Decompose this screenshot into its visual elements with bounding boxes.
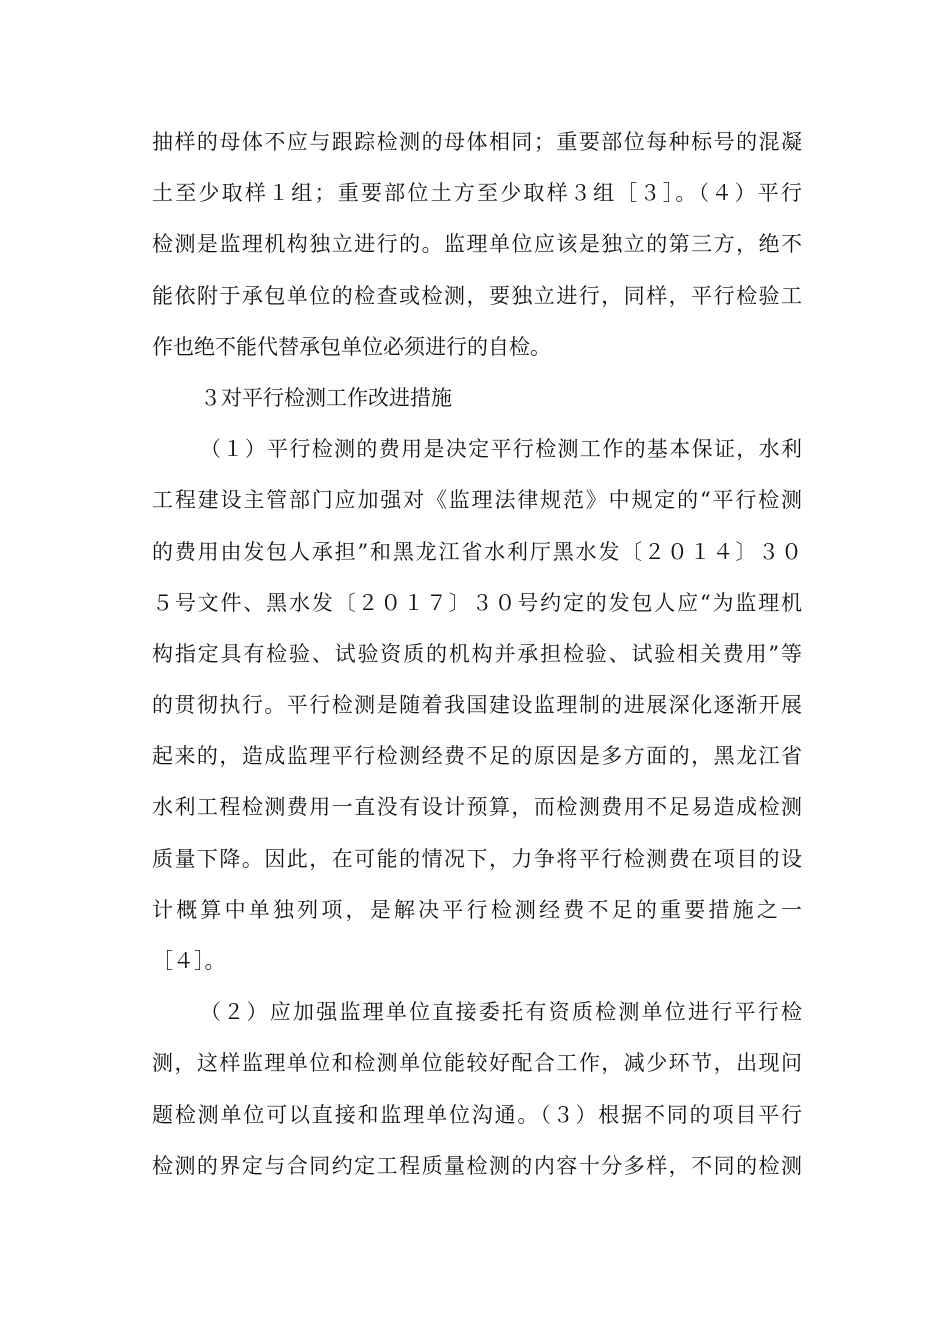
- text-line: 作也绝不能代替承包单位必须进行的自检。: [152, 334, 551, 359]
- text-line: 的费用由发包人承担”和黑龙江省水利厅黑水发〔２０１４〕３０: [152, 539, 802, 564]
- text-line: 的贯彻执行。平行检测是随着我国建设监理制的进展深化逐渐开展: [152, 693, 802, 718]
- text-line: 抽样的母体不应与跟踪检测的母体相同；重要部位每种标号的混凝: [152, 130, 802, 154]
- text-line: 检测是监理机构独立进行的。监理单位应该是独立的第三方，绝不: [152, 232, 802, 257]
- text-line: （２）应加强监理单位直接委托有资质检测单位进行平行检: [200, 1000, 802, 1025]
- text-line: 能依附于承包单位的检查或检测，要独立进行，同样，平行检验工: [152, 283, 802, 308]
- text-line: 质量下降。因此，在可能的情况下，力争将平行检测费在项目的设: [152, 846, 802, 871]
- text-line: ５号文件、黑水发〔２０１７〕３０号约定的发包人应“为监理机: [152, 590, 802, 615]
- text-line: 水利工程检测费用一直没有设计预算，而检测费用不足易造成检测: [152, 795, 802, 820]
- text-line: ３对平行检测工作改进措施: [200, 385, 452, 410]
- text-line: ［４］。: [152, 949, 226, 973]
- text-line: 起来的，造成监理平行检测经费不足的原因是多方面的，黑龙江省: [152, 744, 802, 769]
- text-line: 检测的界定与合同约定工程质量检测的内容十分多样，不同的检测: [152, 1153, 802, 1178]
- text-line: 土至少取样１组；重要部位土方至少取样３组［３］。（４）平行: [152, 181, 802, 206]
- text-line: 构指定具有检验、试验资质的机构并承担检验、试验相关费用”等: [152, 641, 802, 666]
- body-text: [152, 117, 802, 1192]
- text-line: 工程建设主管部门应加强对《监理法律规范》中规定的“平行检测: [152, 488, 802, 513]
- text-line: 题检测单位可以直接和监理单位沟通。（３）根据不同的项目平行: [152, 1102, 802, 1127]
- text-line: 测，这样监理单位和检测单位能较好配合工作，减少环节，出现问: [152, 1051, 802, 1076]
- text-line: 计概算中单独列项，是解决平行检测经费不足的重要措施之一: [152, 897, 802, 922]
- text-line: （１）平行检测的费用是决定平行检测工作的基本保证，水利: [200, 437, 802, 462]
